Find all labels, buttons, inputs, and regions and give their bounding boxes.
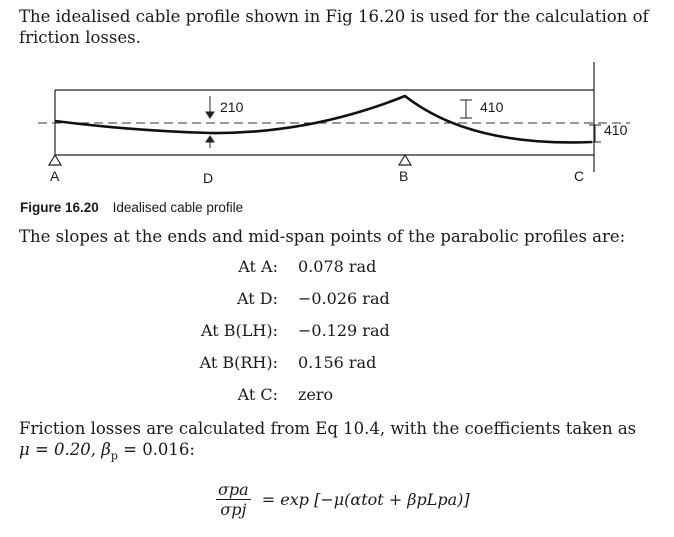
- slopes-table: [160, 257, 390, 417]
- slope-value: 0.156 rad: [298, 353, 377, 372]
- slope-point: At C:: [237, 385, 278, 404]
- point-d-label: D: [203, 170, 214, 186]
- slope-row: [160, 321, 390, 353]
- friction-formula: [216, 480, 470, 519]
- figure-number: Figure 16.20: [20, 200, 99, 215]
- slopes-intro: The slopes at the ends and mid-span points of the parabolic profiles are:: [19, 227, 626, 246]
- formula-numerator: σpa: [218, 480, 249, 499]
- intro-paragraph: The idealised cable profile shown in Fig 16.20 is used for the calculation of friction losses.: [19, 7, 649, 47]
- slope-point: At D:: [236, 289, 278, 308]
- figure-caption: [20, 200, 243, 215]
- support-a-icon: [49, 155, 61, 165]
- cable-profile-diagram: [0, 0, 674, 200]
- point-c-label: C: [574, 168, 585, 184]
- beta-subscript: p: [110, 449, 118, 463]
- beta-symbol: β: [101, 440, 111, 459]
- formula-rhs: = exp [−μ(αtot + βpLpa)]: [261, 490, 470, 509]
- dimension-410-right-label: 410: [604, 122, 628, 138]
- cable-profile-curve: [55, 96, 592, 142]
- slope-point: At B(RH):: [199, 353, 278, 372]
- figure-title: Idealised cable profile: [112, 200, 244, 215]
- beta-value: = 0.016:: [117, 440, 195, 459]
- slope-value: 0.078 rad: [298, 257, 377, 276]
- slope-value: −0.026 rad: [298, 289, 390, 308]
- slope-point: At B(LH):: [201, 321, 278, 340]
- slope-point: At A:: [238, 257, 278, 276]
- slope-row: [160, 289, 390, 321]
- slope-value: −0.129 rad: [298, 321, 390, 340]
- dimension-410-right: [589, 125, 601, 142]
- dimension-410-top-label: 410: [480, 99, 504, 115]
- point-a-label: A: [50, 168, 60, 184]
- mu-coefficient: μ = 0.20,: [19, 440, 97, 459]
- slope-row: [160, 257, 390, 289]
- friction-paragraph: [19, 418, 664, 466]
- support-b-icon: [399, 155, 411, 165]
- formula-denominator: σpj: [220, 500, 247, 519]
- friction-text: Friction losses are calculated from Eq 10.4, with the coefficients taken as: [19, 419, 637, 438]
- dimension-210-label: 210: [220, 99, 244, 115]
- point-b-label: B: [399, 168, 409, 184]
- dimension-410-top: [460, 100, 472, 118]
- formula-fraction: [216, 480, 251, 519]
- dimension-210: [206, 96, 214, 148]
- slope-row: [160, 353, 390, 385]
- slope-value: zero: [298, 385, 334, 404]
- slope-row: [160, 385, 390, 417]
- beam-outline: [55, 62, 594, 172]
